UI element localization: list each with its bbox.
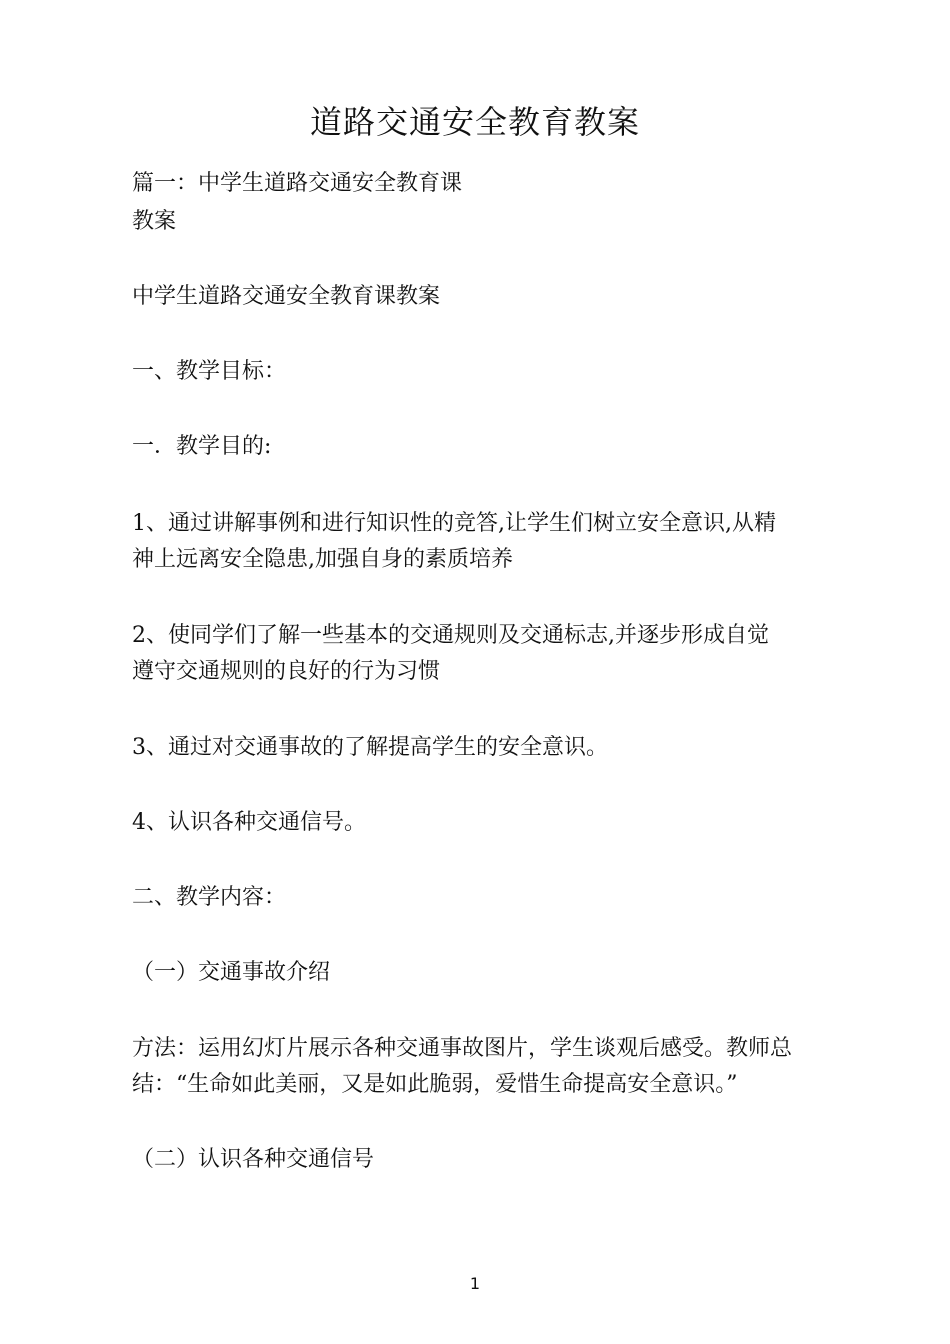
method-paragraph-line-2: 结：“生命如此美丽，又是如此脆弱，爱惜生命提高安全意识。” xyxy=(132,1072,738,1097)
section-heading-content: 二、教学内容： xyxy=(132,885,287,910)
objective-item-1-line-1: 1、通过讲解事例和进行知识性的竞答,让学生们树立安全意识,从精 xyxy=(132,511,776,536)
page-number: 1 xyxy=(469,1274,481,1293)
subsection-traffic-signals: （二）认识各种交通信号 xyxy=(132,1147,375,1172)
method-paragraph-line-1: 方法：运用幻灯片展示各种交通事故图片，学生谈观后感受。教师总 xyxy=(132,1036,793,1061)
objective-item-3: 3、通过对交通事故的了解提高学生的安全意识。 xyxy=(132,735,608,760)
chapter-heading-line-2: 教案 xyxy=(132,209,177,234)
subsection-traffic-accidents: （一）交通事故介绍 xyxy=(132,960,331,985)
document-title: 道路交通安全教育教案 xyxy=(309,103,640,141)
objective-item-2-line-2: 遵守交通规则的良好的行为习惯 xyxy=(132,659,441,684)
objective-item-4: 4、认识各种交通信号。 xyxy=(132,810,366,835)
section-heading-objectives: 一、教学目标： xyxy=(132,359,287,384)
objective-item-1-line-2: 神上远离安全隐患,加强自身的素质培养 xyxy=(132,547,513,572)
chapter-heading-line-1: 篇一：中学生道路交通安全教育课 xyxy=(132,171,463,196)
lesson-plan-subtitle: 中学生道路交通安全教育课教案 xyxy=(132,284,441,309)
objective-item-2-line-1: 2、使同学们了解一些基本的交通规则及交通标志,并逐步形成自觉 xyxy=(132,623,769,648)
subheading-teaching-purpose: 一．教学目的: xyxy=(132,434,272,459)
